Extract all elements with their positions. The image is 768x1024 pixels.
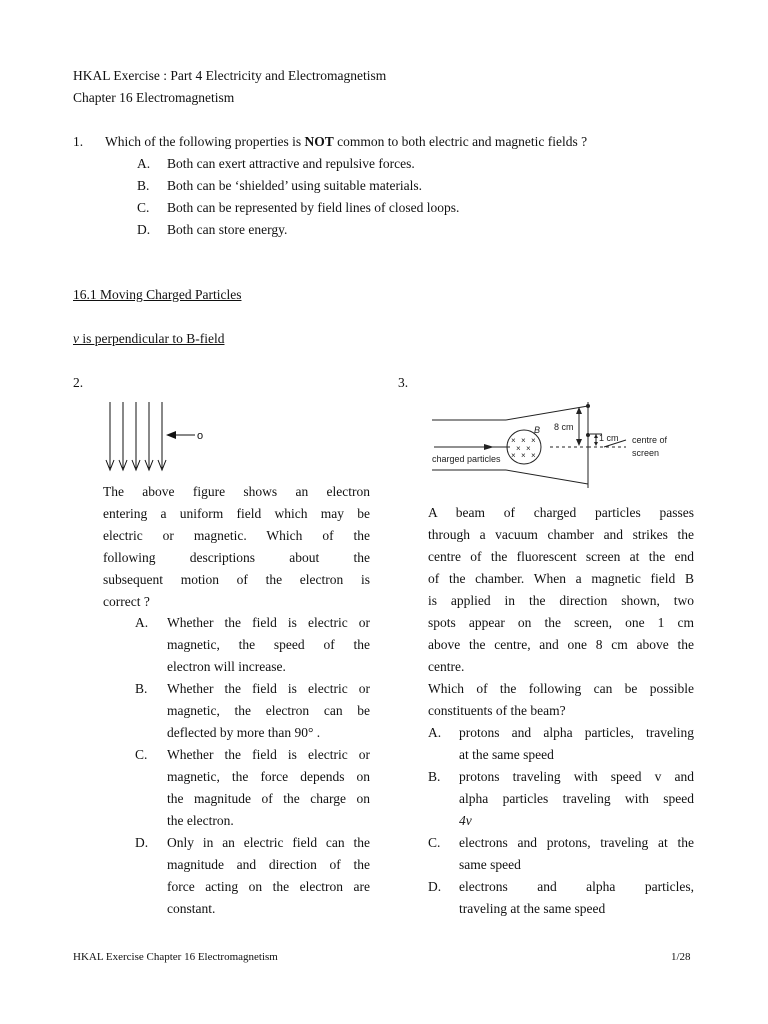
page-number: 1/28 — [671, 951, 691, 963]
q1-option-c-letter: C. — [137, 200, 150, 215]
q3-figure-particles-label: charged particles — [432, 454, 501, 464]
q2-option-d-letter: D. — [135, 835, 149, 850]
svg-text:×: × — [521, 451, 526, 460]
svg-text:×: × — [511, 436, 516, 445]
q2-stem-line: entering a uniform field which may be — [103, 506, 370, 521]
svg-text:×: × — [521, 436, 526, 445]
q2-figure-label: o — [197, 430, 204, 442]
q3-option-a-text: protons and alpha particles, traveling at the same speed — [459, 725, 694, 762]
q3-option-b-text: protons traveling with speed v and alpha particles traveling with speed 4v — [459, 769, 694, 828]
svg-text:×: × — [516, 444, 521, 453]
q3-figure-centre-label: centre of — [632, 435, 668, 445]
q2-option-b-letter: B. — [135, 681, 148, 696]
q2-field-figure — [100, 398, 220, 476]
q3-figure-1cm-label: 1 cm — [599, 433, 619, 443]
q1-stem: Which of the following properties is NOT common to both electric and magnetic fields ? — [105, 134, 588, 149]
q3-figure-field-label: B — [534, 425, 541, 435]
svg-text:×: × — [526, 444, 531, 453]
q2-stem-line: The above figure shows an electron — [103, 484, 370, 499]
svg-text:×: × — [531, 436, 536, 445]
q2-number: 2. — [73, 375, 84, 390]
q3-option-c-letter: C. — [428, 835, 441, 850]
chapter-title: Chapter 16 Electromagnetism — [73, 90, 235, 105]
q2-stem — [103, 481, 370, 613]
q1-option-b-letter: B. — [137, 178, 150, 193]
section-heading: 16.1 Moving Charged Particles — [73, 287, 242, 302]
q3-option-d-letter: D. — [428, 879, 442, 894]
q2-stem-line: following descriptions about the — [103, 550, 370, 565]
q1-option-c-text: Both can be represented by field lines of closed loops. — [167, 200, 460, 215]
q3-vacuum-chamber-figure — [428, 396, 700, 496]
q1-option-b-text: Both can be ‘shielded’ using suitable materials. — [167, 178, 423, 193]
q3-question: Which of the following can be possible — [428, 681, 694, 696]
q1-option-a-text: Both can exert attractive and repulsive forces. — [167, 156, 415, 171]
footer-text: HKAL Exercise Chapter 16 Electromagnetism — [73, 951, 278, 963]
q3-option-d-text: electrons and alpha particles, traveling at the same speed — [459, 879, 694, 916]
velocity-symbol: v — [73, 331, 79, 346]
q2-stem-line: correct ? — [103, 594, 150, 609]
q3-option-c-text: electrons and protons, traveling at the same speed — [459, 835, 694, 872]
q3-figure-screen-label: screen — [632, 448, 660, 458]
q3-number: 3. — [398, 375, 409, 390]
q2-option-c-letter: C. — [135, 747, 148, 762]
q2-option-a-text: Whether the field is electric or magnetic, the speed of the electron will increase. — [167, 615, 370, 674]
q1-option-d-letter: D. — [137, 222, 151, 237]
q3-option-b-letter: B. — [428, 769, 441, 784]
q2-option-b-text: Whether the field is electric or magnetic, the electron can be deflected by more than 90° . — [167, 681, 370, 740]
q2-stem-line: subsequent motion of the electron is — [103, 572, 370, 587]
q2-stem-line: electric or magnetic. Which of the — [103, 528, 370, 543]
document-title: HKAL Exercise : Part 4 Electricity and Electromagnetism — [73, 68, 387, 83]
q2-option-c-text: Whether the field is electric or magnetic, the force depends on the magnitude of the charge on the electron. — [167, 747, 370, 828]
subsection-heading: v is perpendicular to B-field — [73, 331, 225, 346]
svg-text:×: × — [531, 451, 536, 460]
q1-option-a-letter: A. — [137, 156, 151, 171]
q1-option-d-text: Both can store energy. — [167, 222, 288, 237]
q2-option-a-letter: A. — [135, 615, 149, 630]
q3-stem: A beam of charged particles passes through a vacuum chamber and strikes the centre of the fluorescent screen at the end of the chamber. When a magnetic field B is applied in the direction shown, two spots appear on the screen, one 1 cm above the centre, and one 8 cm above the centre. Which of the following can be possible constituents of the beam? — [428, 502, 694, 722]
q2-option-d-text: Only in an electric field can the magnitude and direction of the force acting on the electron are constant. — [167, 835, 370, 916]
q3-option-a-letter: A. — [428, 725, 442, 740]
q1-not-emphasis: NOT — [304, 134, 334, 149]
q1-number: 1. — [73, 134, 84, 149]
svg-text:×: × — [511, 451, 516, 460]
q3-question: constituents of the beam? — [428, 703, 566, 718]
q3-figure-8cm-label: 8 cm — [554, 422, 574, 432]
